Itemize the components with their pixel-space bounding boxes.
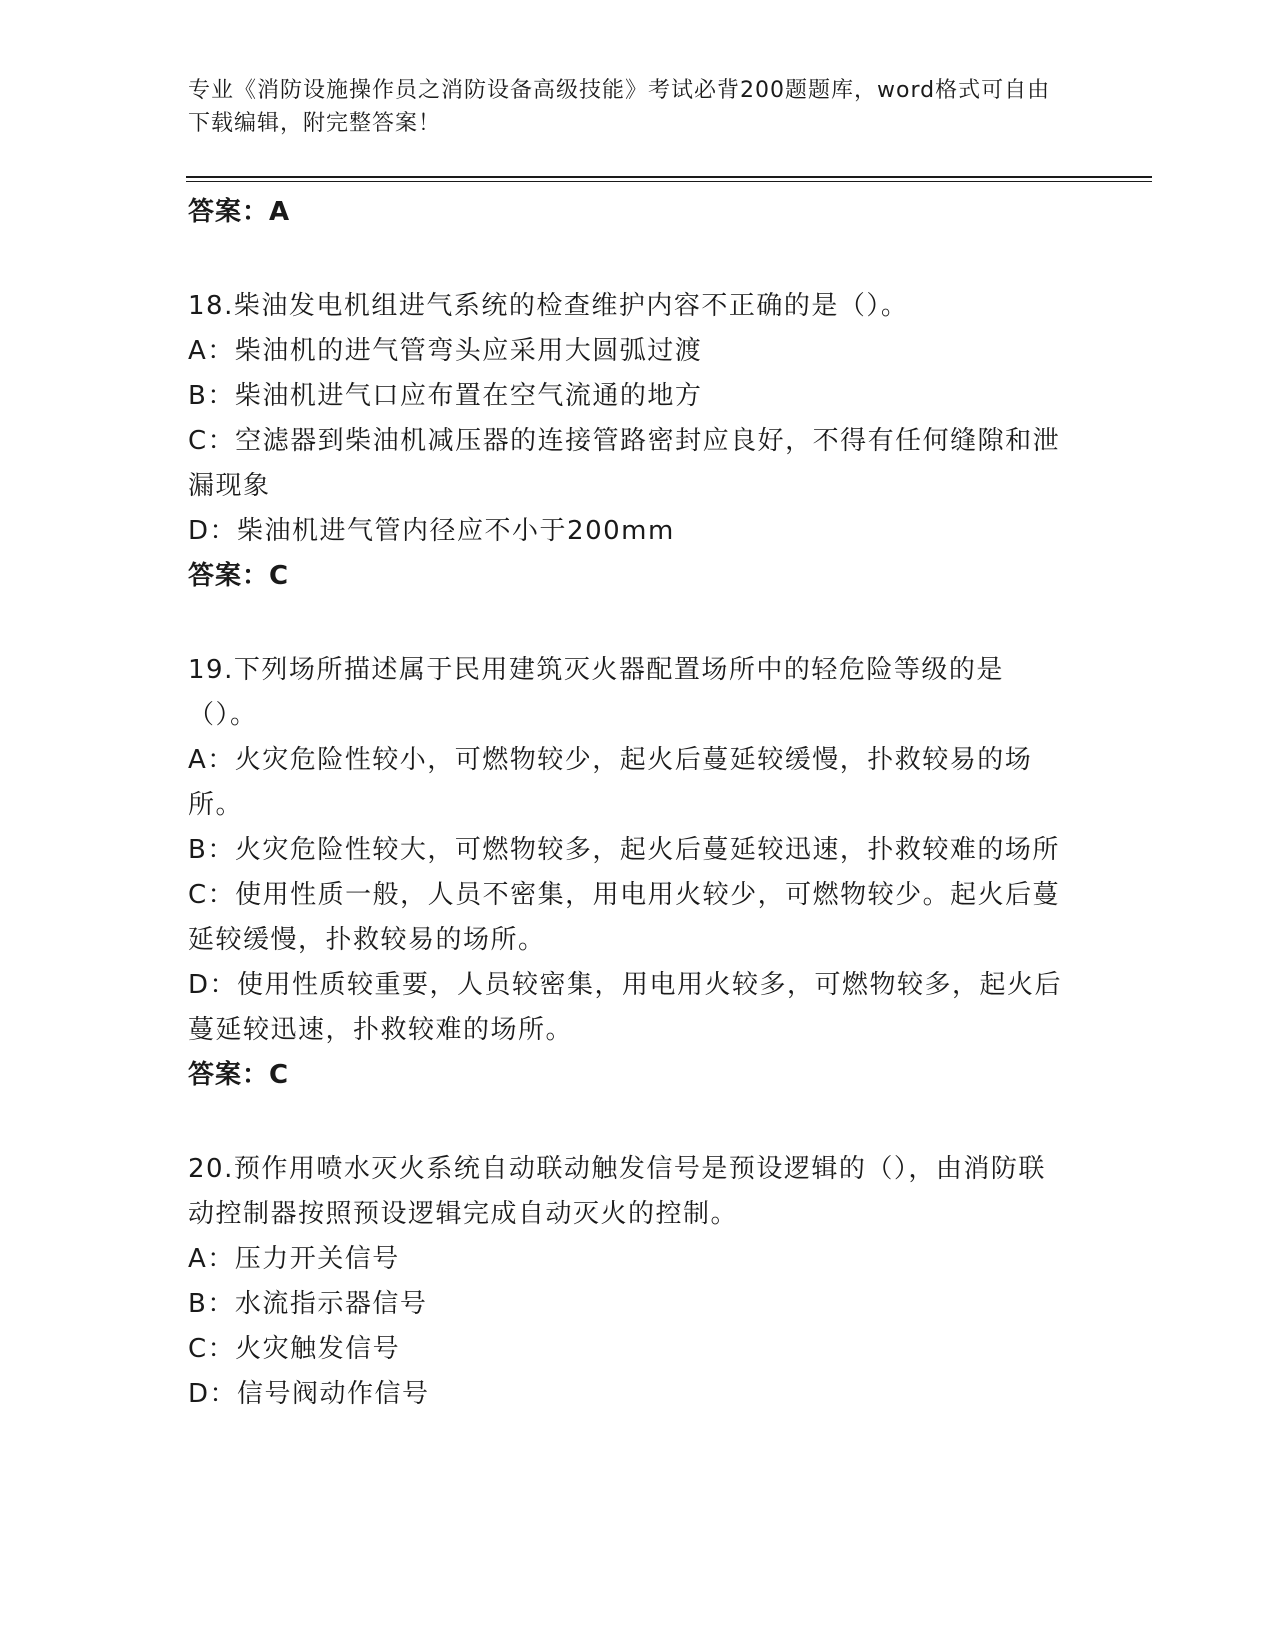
option-b: B：水流指示器信号 <box>188 1289 428 1319</box>
question-18 <box>188 281 1068 598</box>
option-c: C：空滤器到柴油机减压器的连接管路密封应良好，不得有任何缝隙和泄漏现象 <box>188 426 1061 501</box>
option-a: A：柴油机的进气管弯头应采用大圆弧过渡 <box>188 336 703 366</box>
header-divider-thin <box>186 181 1152 182</box>
answer-line: 答案：C <box>188 1060 290 1090</box>
question-20 <box>188 1144 1068 1417</box>
question-stem: 20.预作用喷水灭火系统自动联动触发信号是预设逻辑的（），由消防联动控制器按照预设逻辑完成自动灭火的控制。 <box>188 1154 1046 1229</box>
question-content <box>188 190 1068 1464</box>
question-stem: 18.柴油发电机组进气系统的检查维护内容不正确的是（）。 <box>188 291 909 321</box>
question-stem: 19.下列场所描述属于民用建筑灭火器配置场所中的轻危险等级的是（）。 <box>188 655 1004 730</box>
option-a: A：火灾危险性较小，可燃物较少，起火后蔓延较缓慢，扑救较易的场所。 <box>188 745 1033 820</box>
header-divider <box>186 176 1152 178</box>
question-19 <box>188 645 1068 1097</box>
option-c: C：火灾触发信号 <box>188 1334 401 1364</box>
document-header: 专业《消防设施操作员之消防设备高级技能》考试必背200题题库，word格式可自由下载编辑，附完整答案！ <box>188 78 1051 136</box>
option-c: C：使用性质一般，人员不密集，用电用火较少，可燃物较少。起火后蔓延较缓慢，扑救较易的场所。 <box>188 880 1061 955</box>
option-d: D：柴油机进气管内径应不小于200mm <box>188 516 675 546</box>
answer-line: 答案：A <box>188 197 291 227</box>
option-b: B：柴油机进气口应布置在空气流通的地方 <box>188 381 703 411</box>
option-d: D：信号阀动作信号 <box>188 1379 430 1409</box>
answer-line: 答案：C <box>188 561 290 591</box>
option-a: A：压力开关信号 <box>188 1244 400 1274</box>
option-b: B：火灾危险性较大，可燃物较多，起火后蔓延较迅速，扑救较难的场所 <box>188 835 1060 865</box>
option-d: D：使用性质较重要，人员较密集，用电用火较多，可燃物较多，起火后蔓延较迅速，扑救较难的场所。 <box>188 970 1063 1045</box>
